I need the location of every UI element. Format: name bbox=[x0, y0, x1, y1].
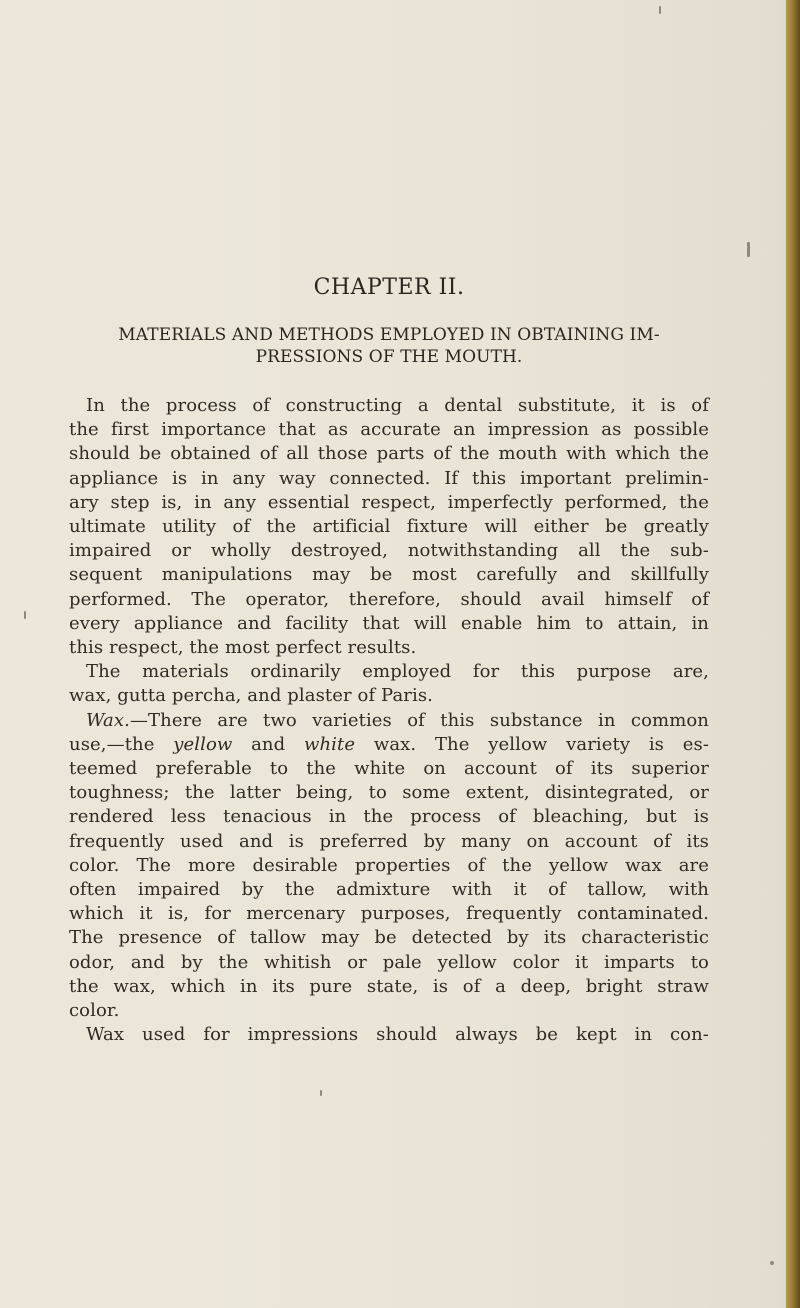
paragraph-1-line-6: ultimate utility of the artificial fixture will either be greatly bbox=[69, 516, 709, 538]
section-heading-line-1: MATERIALS AND METHODS EMPLOYED IN OBTAINING IM- bbox=[118, 325, 660, 345]
paragraph-3-line-12: the wax, which in its pure state, is of a deep, bright straw bbox=[69, 975, 709, 997]
section-heading bbox=[69, 324, 709, 368]
paragraph-1-line-1: In the process of constructing a dental substitute, it is of bbox=[86, 395, 709, 416]
paper-mark bbox=[320, 1090, 322, 1096]
yellow-wax-term: yellow bbox=[173, 733, 233, 755]
paragraph-1-line-5: ary step is, in any essential respect, imperfectly performed, the bbox=[69, 491, 709, 513]
paragraph-3-line-3: teemed preferable to the white on account of its superior bbox=[69, 758, 709, 780]
paragraph-3-line-1-text: —There are two varieties of this substance in common bbox=[129, 709, 709, 731]
paragraph-3-line-2-middle: and bbox=[232, 733, 304, 755]
paragraph-1-line-4: appliance is in any way connected. If this important prelimin- bbox=[69, 467, 709, 489]
paragraph-3-line-9: which it is, for mercenary purposes, frequently contaminated. bbox=[69, 903, 709, 925]
paragraph-1-line-2: the first importance that as accurate an impression as possible bbox=[69, 419, 709, 441]
wax-heading: Wax. bbox=[86, 709, 130, 731]
paragraph-3-line-11: odor, and by the whitish or pale yellow color it imparts to bbox=[69, 951, 709, 973]
paragraph-2-line-1: The materials ordinarily employed for this purpose are, bbox=[86, 661, 709, 683]
paper-mark bbox=[747, 242, 750, 257]
paragraph-2-line-2: wax, gutta percha, and plaster of Paris. bbox=[69, 685, 433, 707]
paper-mark bbox=[770, 1261, 774, 1265]
paper-mark bbox=[24, 611, 26, 619]
paragraph-3-line-7: color. The more desirable properties of the yellow wax are bbox=[69, 854, 709, 876]
paragraph-3-line-10: The presence of tallow may be detected by its characteristic bbox=[69, 927, 709, 949]
section-heading-line-2: PRESSIONS OF THE MOUTH. bbox=[255, 347, 523, 367]
body-text bbox=[69, 394, 709, 1047]
paragraph-3-line-5: rendered less tenacious in the process of bleaching, but is bbox=[69, 806, 709, 828]
paragraph-1-line-7: impaired or wholly destroyed, notwithstanding all the sub- bbox=[69, 540, 709, 562]
page-text-block bbox=[69, 275, 709, 1047]
paragraph-3-line-6: frequently used and is preferred by many on account of its bbox=[69, 830, 709, 852]
book-binding-edge bbox=[786, 0, 800, 1308]
paper-mark bbox=[659, 6, 661, 14]
paragraph-4-line-1: Wax used for impressions should always be kept in con- bbox=[86, 1024, 709, 1046]
chapter-title: CHAPTER II. bbox=[313, 275, 465, 300]
white-wax-term: white bbox=[303, 733, 356, 755]
paragraph-1-line-11: this respect, the most perfect results. bbox=[69, 637, 417, 659]
paragraph-3-line-4: toughness; the latter being, to some extent, disintegrated, or bbox=[69, 782, 709, 804]
paragraph-3-line-1 bbox=[69, 709, 709, 733]
paragraph-3-line-2 bbox=[69, 733, 709, 757]
paragraph-3-line-2-start: use,—the bbox=[69, 733, 174, 755]
paragraph-1-line-8: sequent manipulations may be most carefully and skillfully bbox=[69, 564, 709, 586]
paragraph-1-line-10: every appliance and facility that will enable him to attain, in bbox=[69, 612, 709, 634]
paragraph-3-line-13: color. bbox=[69, 1000, 120, 1022]
paragraph-1-line-9: performed. The operator, therefore, should avail himself of bbox=[69, 588, 709, 610]
paragraph-3-line-8: often impaired by the admixture with it of tallow, with bbox=[69, 879, 709, 901]
paragraph-3-line-2-end: wax. The yellow variety is es- bbox=[355, 733, 710, 755]
paragraph-1-line-3: should be obtained of all those parts of the mouth with which the bbox=[69, 443, 709, 465]
